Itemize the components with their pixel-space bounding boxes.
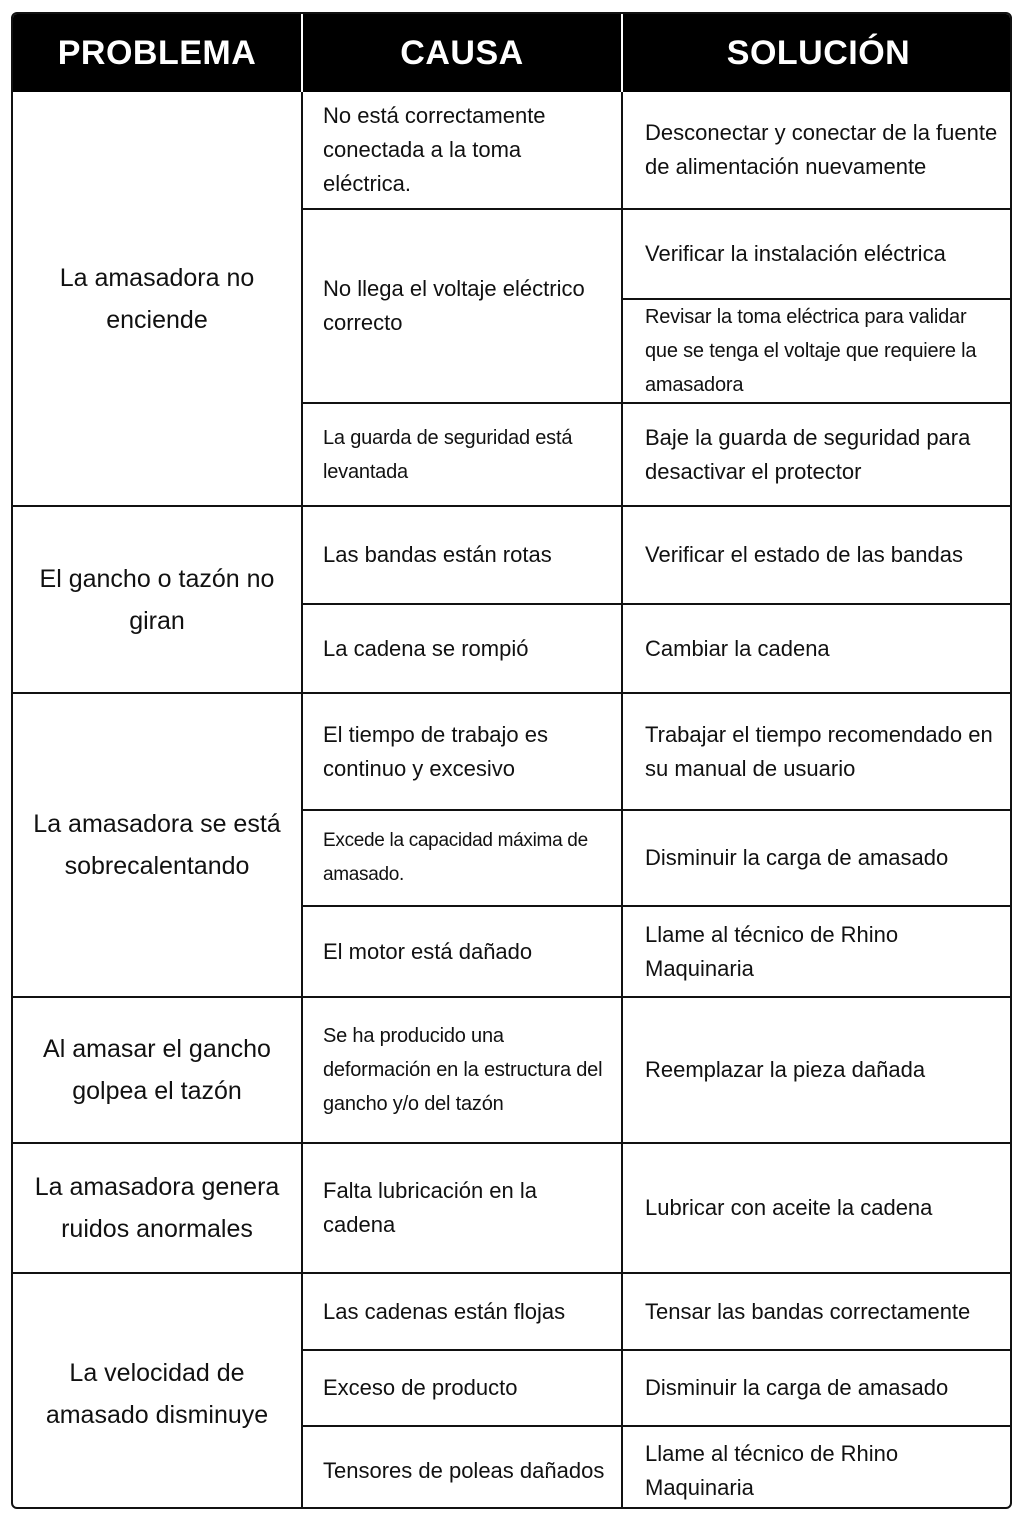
cause-cell: Tensores de poleas dañados [302,1426,622,1509]
cause-cell: El tiempo de trabajo es continuo y excesivo [302,693,622,810]
cause-cell: Falta lubricación en la cadena [302,1143,622,1273]
table-row [13,1143,1012,1273]
solution-cell: Cambiar la cadena [622,604,1012,693]
header-cause: CAUSA [302,14,622,92]
cause-cell: Exceso de producto [302,1350,622,1426]
problem-cell: La amasadora se está sobrecalentando [13,693,302,997]
cause-cell: No llega el voltaje eléctrico correcto [302,209,622,403]
solution-cell: Reemplazar la pieza dañada [622,997,1012,1143]
header-problem: PROBLEMA [13,14,302,92]
table-header [13,14,1012,92]
table-row [13,1273,1012,1350]
problem-cell: Al amasar el gancho golpea el tazón [13,997,302,1143]
troubleshooting-table-card [11,12,1012,1509]
cause-cell: Las cadenas están flojas [302,1273,622,1350]
cause-cell: No está correctamente conectada a la toma eléctrica. [302,92,622,209]
table-row [13,92,1012,209]
cause-cell: La cadena se rompió [302,604,622,693]
solution-cell: Verificar la instalación eléctrica [622,209,1012,299]
cause-cell: La guarda de seguridad está levantada [302,403,622,506]
problem-cell: El gancho o tazón no giran [13,506,302,693]
solution-cell: Tensar las bandas correctamente [622,1273,1012,1350]
table-body [13,92,1012,1509]
solution-cell: Baje la guarda de seguridad para desactivar el protector [622,403,1012,506]
solution-cell: Llame al técnico de Rhino Maquinaria [622,1426,1012,1509]
header-solution: SOLUCIÓN [622,14,1012,92]
solution-cell: Revisar la toma eléctrica para validar que se tenga el voltaje que requiere la amasadora [622,299,1012,403]
troubleshooting-table [13,14,1012,1509]
solution-cell: Desconectar y conectar de la fuente de alimentación nuevamente [622,92,1012,209]
solution-cell: Disminuir la carga de amasado [622,1350,1012,1426]
table-row [13,693,1012,810]
cause-cell: El motor está dañado [302,906,622,997]
problem-cell: La velocidad de amasado disminuye [13,1273,302,1509]
problem-cell: La amasadora genera ruidos anormales [13,1143,302,1273]
header-row [13,14,1012,92]
solution-cell: Verificar el estado de las bandas [622,506,1012,604]
table-row [13,997,1012,1143]
cause-cell: Se ha producido una deformación en la estructura del gancho y/o del tazón [302,997,622,1143]
solution-cell: Lubricar con aceite la cadena [622,1143,1012,1273]
cause-cell: Las bandas están rotas [302,506,622,604]
problem-cell: La amasadora no enciende [13,92,302,506]
solution-cell: Llame al técnico de Rhino Maquinaria [622,906,1012,997]
solution-cell: Trabajar el tiempo recomendado en su manual de usuario [622,693,1012,810]
table-row [13,506,1012,604]
solution-cell: Disminuir la carga de amasado [622,810,1012,906]
cause-cell: Excede la capacidad máxima de amasado. [302,810,622,906]
